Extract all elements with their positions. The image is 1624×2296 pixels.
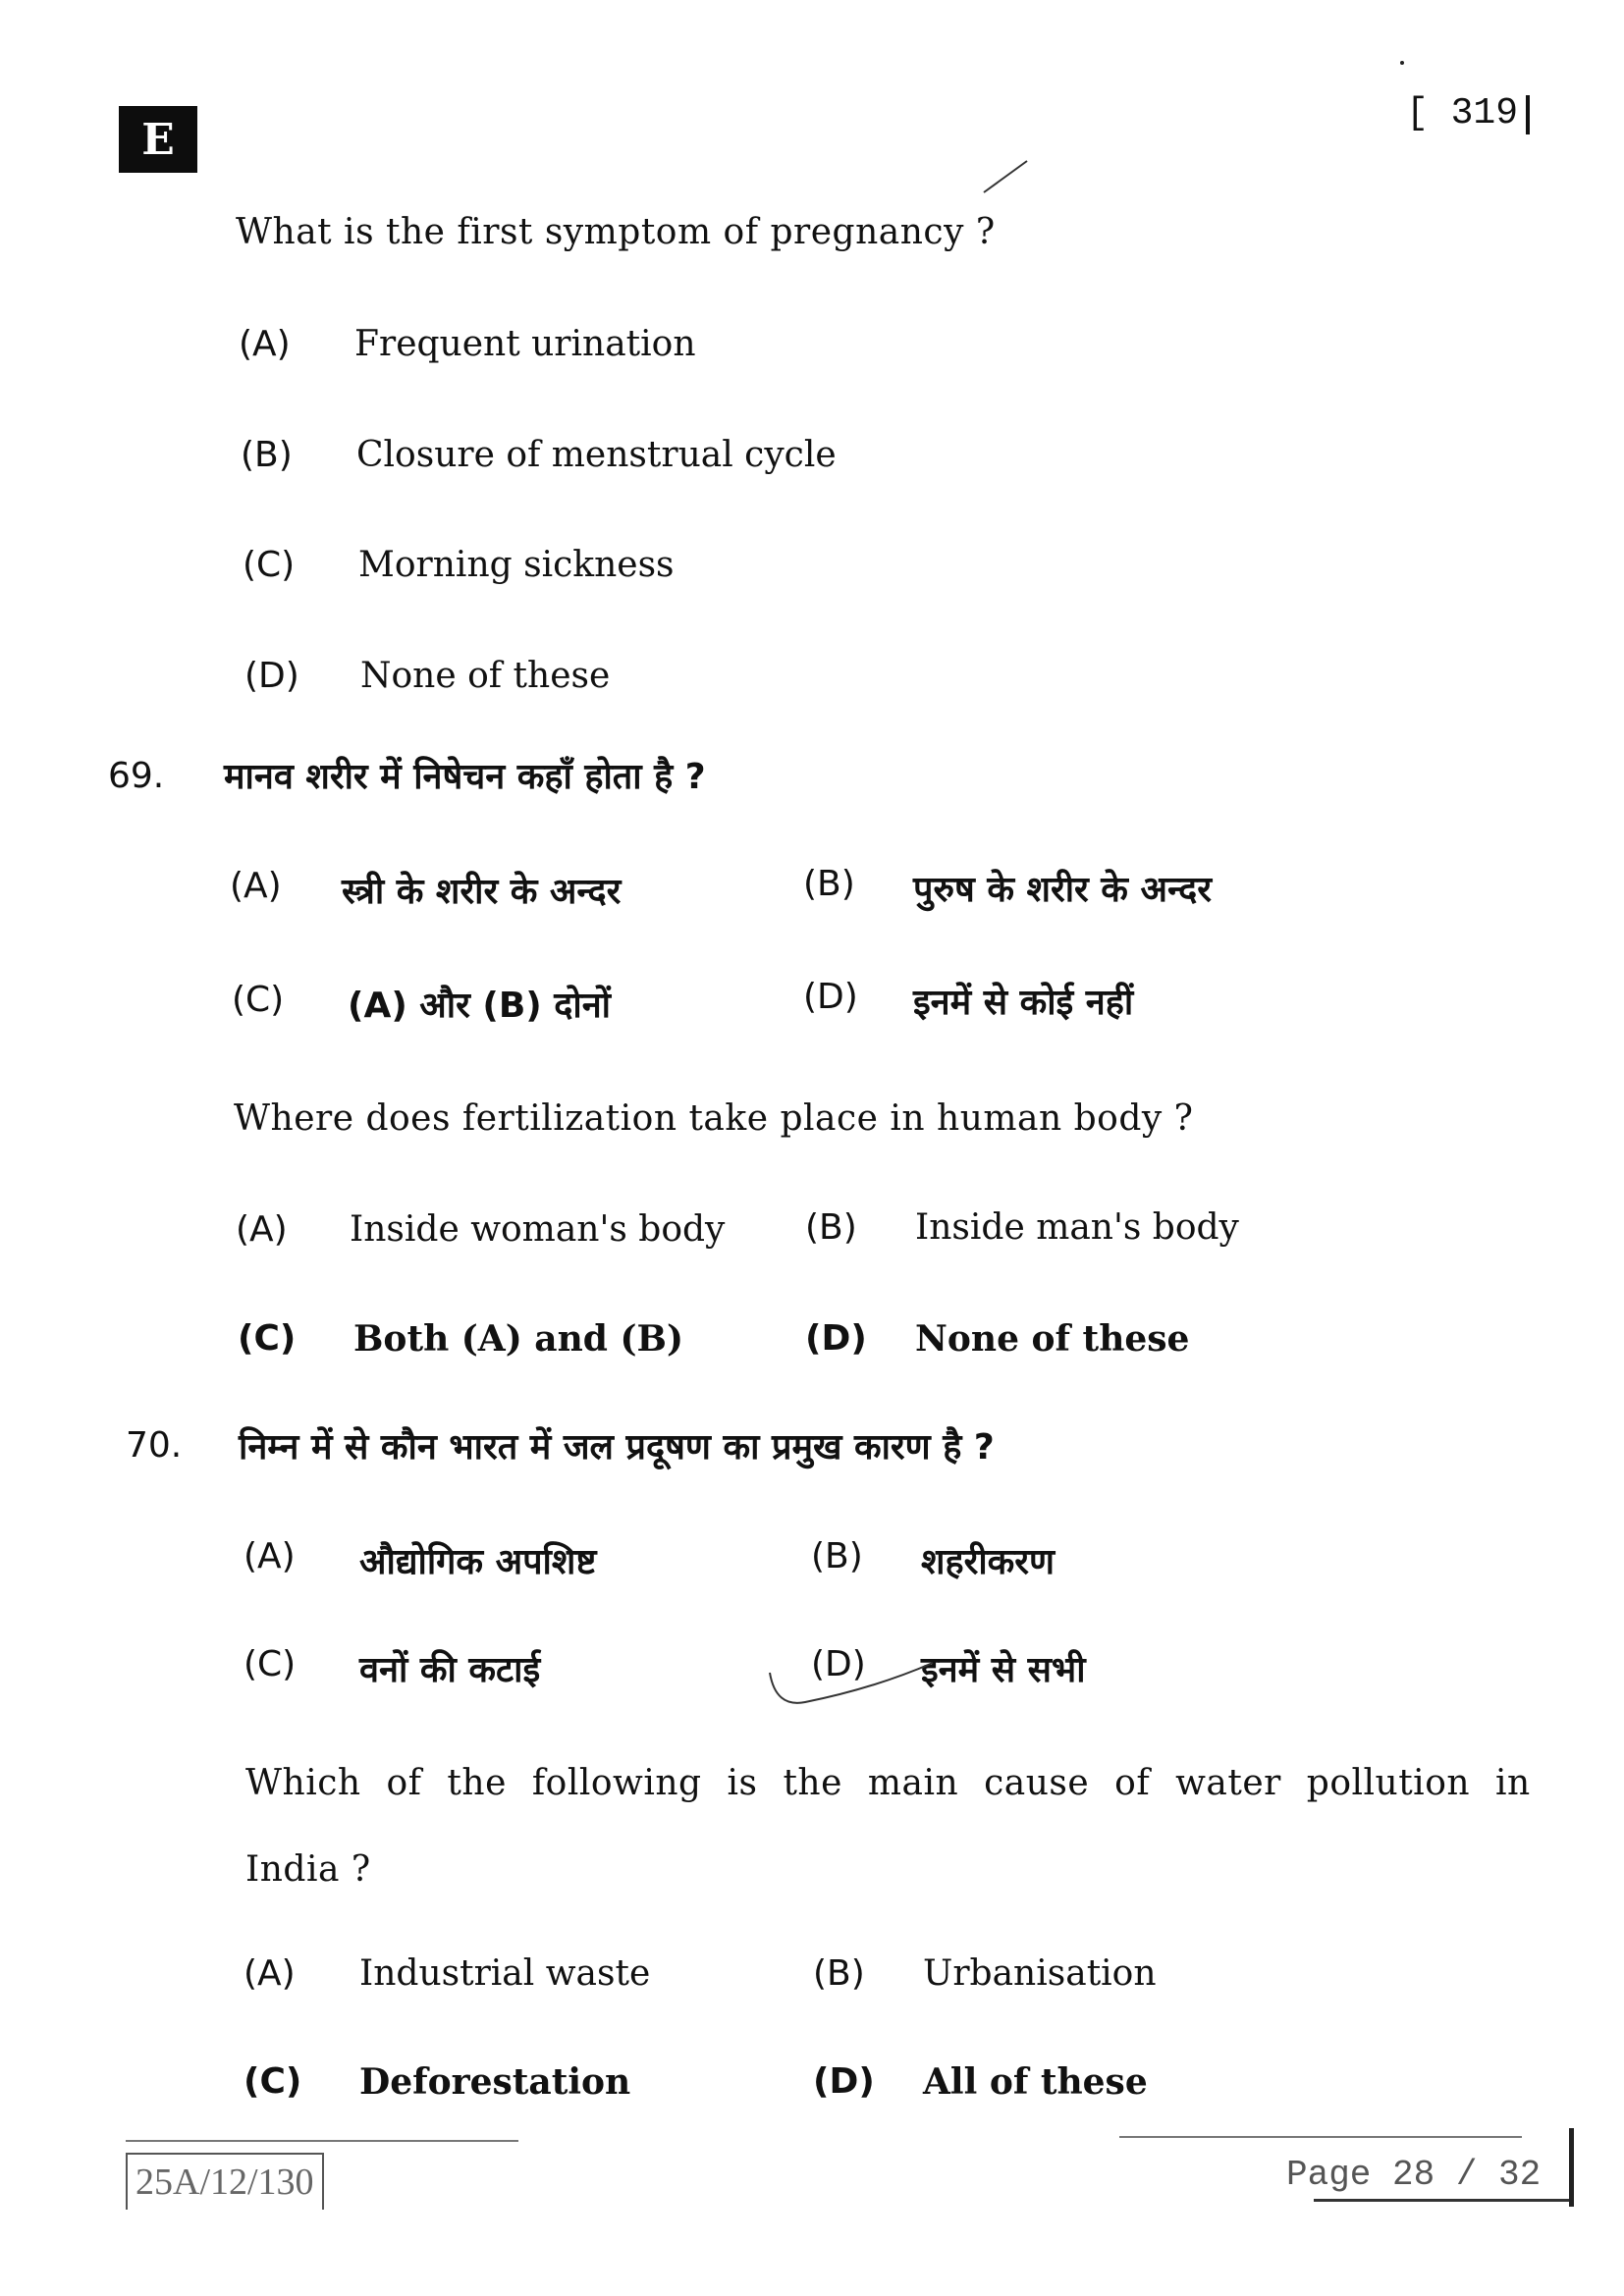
- option-text: औद्योगिक अपशिष्ट: [359, 1542, 597, 1582]
- q68-option-a: [239, 324, 696, 364]
- option-text: (A) और (B) दोनों: [348, 986, 612, 1026]
- q69-hindi-text: मानव शरीर में निषेचन कहाँ होता है ?: [224, 757, 706, 797]
- booklet-code: 25A/12/130: [126, 2153, 324, 2210]
- option-label: (C): [244, 2061, 302, 2102]
- option-text: वनों की कटाई: [359, 1650, 541, 1690]
- q69-english-text: Where does fertilization take place in human body ?: [234, 1098, 1194, 1139]
- option-label: (C): [244, 1644, 297, 1684]
- option-text: None of these: [360, 656, 611, 696]
- option-label: (C): [243, 545, 296, 585]
- q68-option-b: [241, 435, 837, 475]
- q70-hindi-option-c: [244, 1644, 540, 1692]
- option-label: (A): [244, 1953, 296, 1994]
- page-number-text: [ 319: [1406, 92, 1519, 134]
- option-label: (A): [239, 324, 291, 364]
- option-label: (D): [805, 1318, 867, 1359]
- option-text: Morning sickness: [358, 545, 675, 585]
- q70-hindi-option-a: [244, 1536, 596, 1584]
- option-text: इनमें से कोई नहीं: [913, 983, 1134, 1023]
- q69-english-option-a: [236, 1209, 725, 1250]
- q69-number: 69.: [108, 756, 165, 796]
- option-text: Urbanisation: [923, 1953, 1157, 1994]
- option-text: Inside man's body: [915, 1207, 1239, 1248]
- q70-english-text-line1: Which of the following is the main cause of water pollution in: [245, 1763, 1531, 1803]
- option-text: None of these: [915, 1318, 1190, 1360]
- option-text: All of these: [923, 2061, 1148, 2103]
- option-text: स्त्री के शरीर के अन्दर: [342, 872, 622, 912]
- q68-english-text: What is the first symptom of pregnancy ?: [236, 212, 996, 252]
- q69-english-option-d: [805, 1318, 1189, 1360]
- option-label: (B): [811, 1536, 863, 1576]
- series-code-badge: E: [119, 106, 197, 173]
- q70-english-option-a: [244, 1953, 650, 1994]
- page-edge-bar: [1569, 2128, 1574, 2207]
- q70-hindi-text: निम्न में से कौन भारत में जल प्रदूषण का प्रमुख कारण है ?: [239, 1427, 995, 1468]
- option-text: Inside woman's body: [350, 1209, 726, 1250]
- option-label: (B): [241, 435, 293, 475]
- q69-hindi-option-d: [803, 977, 1133, 1025]
- option-text: Deforestation: [359, 2061, 631, 2103]
- page-indicator-underline: [1314, 2199, 1573, 2202]
- q70-number: 70.: [126, 1425, 183, 1466]
- option-label: (B): [803, 864, 855, 904]
- page-indicator: Page 28 / 32: [1286, 2155, 1542, 2195]
- option-text: पुरुष के शरीर के अन्दर: [913, 870, 1212, 910]
- q69-english-option-b: [805, 1207, 1239, 1248]
- q69-english-option-c: [238, 1318, 683, 1360]
- option-label: (D): [244, 656, 299, 696]
- option-text: Industrial waste: [359, 1953, 651, 1994]
- q68-option-d: [244, 656, 610, 696]
- option-label: (D): [803, 977, 858, 1017]
- footer-rule-left: [126, 2140, 518, 2142]
- q70-hindi-option-b: [811, 1536, 1055, 1584]
- q70-english-option-c: [244, 2061, 630, 2103]
- option-text: शहरीकरण: [921, 1542, 1056, 1582]
- option-label: (D): [811, 1644, 866, 1684]
- option-label: (A): [244, 1536, 296, 1576]
- answer-tick-icon: [766, 1659, 943, 1718]
- q68-option-c: [243, 545, 675, 585]
- q70-english-option-d: [813, 2061, 1148, 2103]
- q70-english-text-line2: India ?: [245, 1849, 371, 1890]
- option-label: (A): [230, 866, 282, 906]
- q69-hindi-option-a: [230, 866, 621, 914]
- option-text: इनमें से सभी: [921, 1650, 1086, 1690]
- option-label: (C): [232, 980, 285, 1020]
- option-label: (A): [236, 1209, 288, 1250]
- option-label: (B): [805, 1207, 857, 1248]
- q70-english-option-b: [813, 1953, 1157, 1994]
- option-label: (C): [238, 1318, 297, 1359]
- option-label: (B): [813, 1953, 865, 1994]
- scan-speck: [1400, 61, 1404, 65]
- option-text: Frequent urination: [354, 324, 696, 364]
- option-label: (D): [813, 2061, 875, 2102]
- page-number: [1406, 92, 1530, 134]
- footer-rule-right: [1119, 2136, 1522, 2138]
- q69-hindi-option-c: [232, 980, 611, 1028]
- q69-hindi-option-b: [803, 864, 1212, 912]
- pen-mark-icon: [982, 157, 1031, 196]
- page-number-bracket: [1526, 95, 1530, 134]
- option-text: Both (A) and (B): [353, 1318, 684, 1360]
- option-text: Closure of menstrual cycle: [356, 435, 837, 475]
